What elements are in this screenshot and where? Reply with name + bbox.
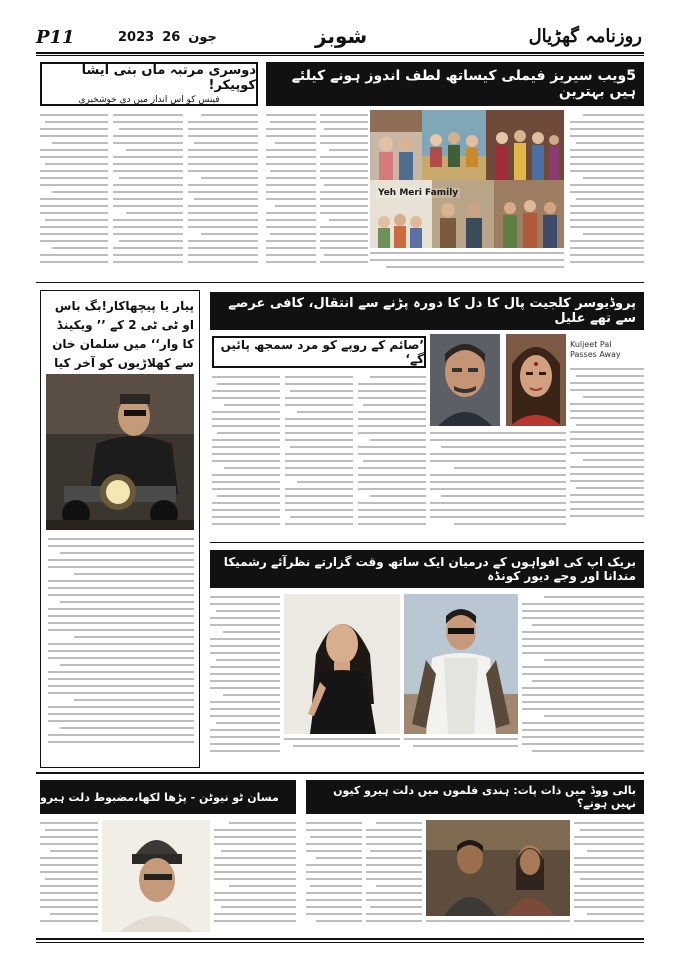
vijay-svg [404, 594, 518, 734]
webseries-headline: 5ویب سیریز فیملی کیساتھ لطف اندوز ہونے کیلئے ہیں بہترین [291, 68, 636, 100]
biggboss-photo [46, 374, 194, 530]
breakup-photo-rashmika [284, 594, 400, 734]
kuljeet-text-col-1 [212, 376, 280, 536]
esha-text-col-3 [188, 114, 258, 276]
kuljeet-woman-svg [506, 334, 566, 426]
webseries-text-col-right [570, 114, 644, 276]
bollywood-text-col-right [574, 822, 644, 932]
webseries-text-under-photo [370, 252, 564, 276]
esha-subheadline: فینس کو اس انداز میں دی خوشخبری [78, 95, 220, 105]
webseries-text-col-a [266, 114, 316, 274]
breakup-text-col-1 [210, 596, 280, 764]
kuljeet-text-col-right [570, 368, 644, 536]
kuljeet-text-col-3 [358, 376, 426, 536]
newspaper-name: روزنامہ گھڑیال [528, 26, 642, 47]
kuljeet-name-label [570, 340, 644, 360]
biggboss-text [48, 538, 194, 760]
section-title: شوبز [315, 24, 368, 48]
bollywood-text-col-1 [306, 822, 362, 932]
footer-rule-thin [36, 942, 644, 943]
kuljeet-quote-box [212, 336, 426, 368]
breakup-photo-vijay [404, 594, 518, 734]
bollywood-headline: بالی ووڈ میں ذات پات: ہندی فلموں میں دلت ہیرو کیوں نہیں ہوتے؟ [333, 784, 636, 810]
biggboss-photo-svg [46, 374, 194, 530]
esha-headline: دوسری مرتبہ ماں بنی ایشا کوپیکر! [81, 63, 256, 93]
esha-headline-box [40, 62, 258, 106]
bollywood-caption [426, 920, 570, 927]
webseries-banner [266, 62, 644, 106]
kuljeet-name-text: Kuljeet Pal [570, 340, 612, 349]
masaan-text-col-1 [40, 822, 98, 932]
masaan-photo [102, 820, 210, 932]
webseries-collage-svg [370, 110, 564, 248]
date-month: جون [188, 30, 217, 45]
kuljeet-photo-man [430, 334, 500, 426]
bollywood-text-col-2 [366, 822, 422, 932]
header-rule [36, 52, 644, 54]
row3-divider [36, 772, 644, 774]
masaan-banner [40, 780, 296, 814]
kuljeet-passes-text: Passes Away [570, 350, 621, 359]
breakup-banner [210, 550, 644, 588]
webseries-poster-title: Yeh Meri Family [378, 188, 459, 198]
bollywood-photo [426, 820, 570, 916]
webseries-text-col-b [320, 114, 368, 274]
kuljeet-text-col-2 [285, 376, 353, 536]
kuljeet-banner [210, 292, 644, 330]
masaan-svg [102, 820, 210, 932]
breakup-headline: بریک اپ کی افواہوں کے درمیان ایک ساتھ وقت گزارتے نظرآئے رشمیکا مندانا اور وجے دیور کونڈہ [223, 555, 636, 583]
webseries-photo-collage [370, 110, 564, 248]
kuljeet-headline: پروڈیوسر کلجیت پال کا دل کا دورہ پڑنے سے انتقال، کافی عرصے سے تھے علیل [228, 296, 636, 326]
masaan-headline: مسان ٹو نیوٹن - پڑھا لکھا،مضبوط دلت ہیرو [40, 790, 279, 804]
esha-text-col-1 [40, 114, 108, 276]
kuljeet-divider [210, 542, 644, 543]
esha-text-col-2 [113, 114, 183, 276]
rashmika-svg [284, 594, 400, 734]
row1-divider [36, 282, 644, 283]
page-number: P11 [36, 27, 75, 48]
breakup-caption-1 [284, 738, 400, 752]
bollywood-banner [306, 780, 644, 814]
date-year: 2023 [118, 30, 155, 45]
issue-date [118, 30, 217, 45]
bollywood-svg [426, 820, 570, 916]
kuljeet-man-svg [430, 334, 500, 426]
breakup-text-col-right [522, 596, 644, 764]
footer-rule [36, 938, 644, 940]
masaan-text-col-2 [214, 822, 296, 932]
kuljeet-photo-woman [506, 334, 566, 426]
biggboss-headline: پیار یا پیچھاکار!بگ باس او ٹی ٹی 2 کے ’’ ویکینڈ کا وار‘‘ میں سلمان خان سے کھلاڑیوں کو آخر کیا [52, 299, 194, 370]
kuljeet-text-under-photos [430, 432, 566, 536]
breakup-caption-2 [404, 738, 518, 752]
kuljeet-quote: ’صائم کے روپے کو مرد سمجھ پائیں گے‘ [220, 338, 424, 366]
header-rule-thin [36, 55, 644, 56]
date-day: 26 [162, 30, 181, 45]
